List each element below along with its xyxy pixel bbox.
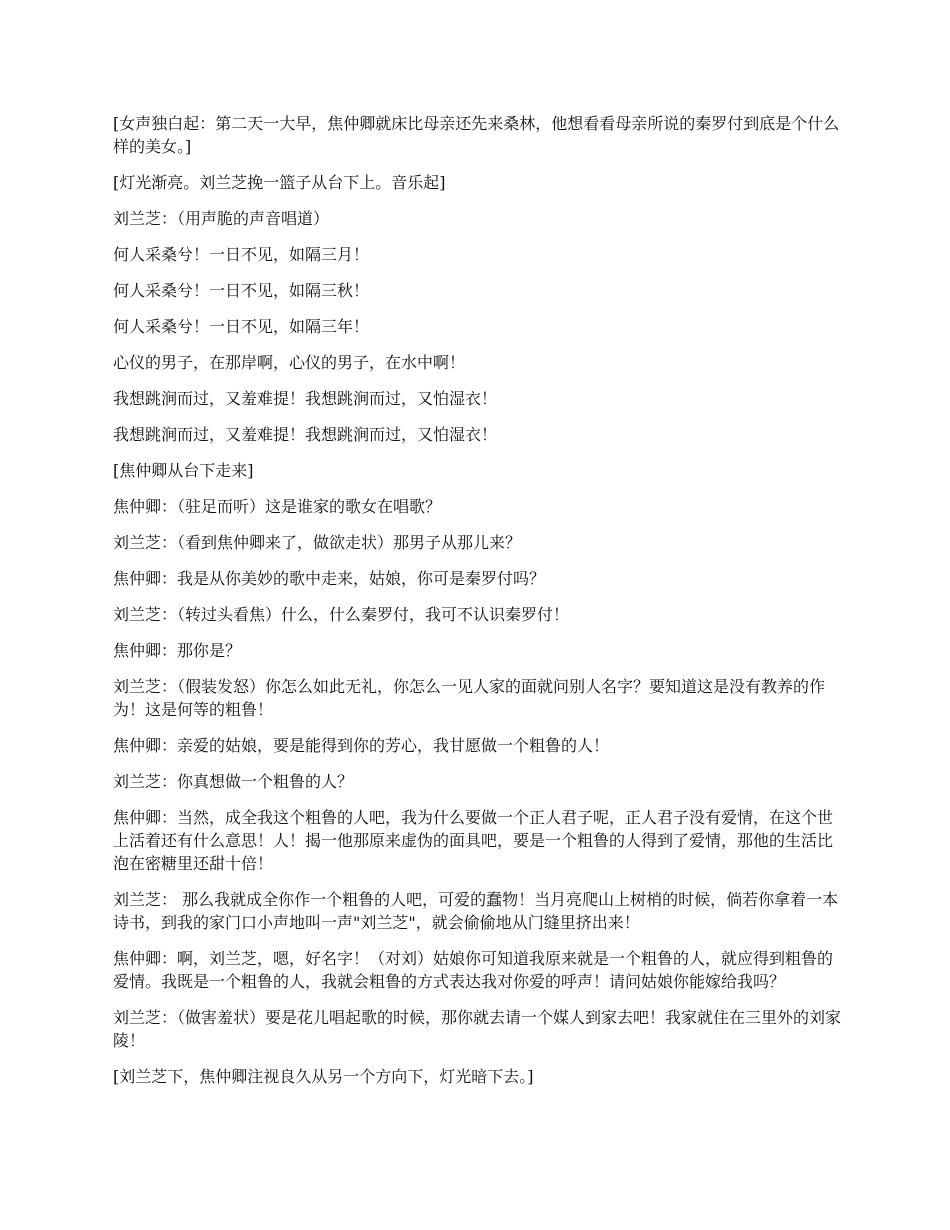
dialogue-line: 刘兰芝：（用声脆的声音唱道） xyxy=(113,209,330,228)
stage-direction-entrance: [焦仲卿从台下走来] xyxy=(113,461,254,480)
document-page xyxy=(113,112,841,1101)
dialogue-line: 焦仲卿：我是从你美妙的歌中走来，姑娘，你可是秦罗付吗？ xyxy=(113,569,546,588)
stage-direction-narration: [女声独白起：第二天一大早，焦仲卿就床比母亲还先来桑林，他想看看母亲所说的秦罗付到底是个什么样的美女。] xyxy=(113,114,840,156)
stage-direction-exit: [刘兰芝下，焦仲卿注视良久从另一个方向下，灯光暗下去。] xyxy=(113,1067,534,1086)
dialogue-line: 刘兰芝：（转过头看焦）什么，什么秦罗付，我可不认识秦罗付！ xyxy=(113,605,570,624)
song-line: 何人采桑兮！一日不见，如隔三秋！ xyxy=(113,281,370,300)
song-line: 心仪的男子，在那岸啊，心仪的男子，在水中啊！ xyxy=(113,353,466,372)
dialogue-line: 刘兰芝：（看到焦仲卿来了，做欲走状）那男子从那儿来？ xyxy=(113,533,522,552)
dialogue-line: 刘兰芝： 那么我就成全你作一个粗鲁的人吧，可爱的蠢物！当月亮爬山上树梢的时候，倘若你拿着一本诗书，到我的家门口小声地叫一声"刘兰芝"，就会偷偷地从门缝里挤出来！ xyxy=(113,890,839,932)
song-line: 我想跳涧而过，又羞难提！我想跳涧而过，又怕湿衣！ xyxy=(113,389,498,408)
dialogue-line: 焦仲卿：那你是？ xyxy=(113,641,242,660)
song-line: 我想跳涧而过，又羞难提！我想跳涧而过，又怕湿衣！ xyxy=(113,425,498,444)
dialogue-line: 刘兰芝：（做害羞状）要是花儿唱起歌的时候，那你就去请一个媒人到家去吧！我家就住在三里外的刘家陵！ xyxy=(113,1008,842,1050)
song-line: 何人采桑兮！一日不见，如隔三年！ xyxy=(113,317,370,336)
song-line: 何人采桑兮！一日不见，如隔三月！ xyxy=(113,245,370,264)
dialogue-line: 焦仲卿：啊，刘兰芝，嗯，好名字！（对刘）姑娘你可知道我原来就是一个粗鲁的人，就应得到粗鲁的爱情。我既是一个粗鲁的人，我就会粗鲁的方式表达我对你爱的呼声！请问姑娘你能嫁给我吗？ xyxy=(113,949,834,991)
dialogue-line: 焦仲卿：（驻足而听）这是谁家的歌女在唱歌？ xyxy=(113,497,442,516)
dialogue-line: 焦仲卿：当然，成全我这个粗鲁的人吧，我为什么要做一个正人君子呢，正人君子没有爱情，在这个世上活着还有什么意思！人！揭一他那原来虚伪的面具吧，要是一个粗鲁的人得到了爱情，那他的生活比泡在密糖里还甜十倍！ xyxy=(113,808,834,873)
stage-direction-lights-up: [灯光渐亮。刘兰芝挽一篮子从台下上。音乐起] xyxy=(113,173,446,192)
dialogue-line: 刘兰芝：（假装发怒）你怎么如此无礼，你怎么一见人家的面就问别人名字？要知道这是没有教养的作为！这是何等的粗鲁！ xyxy=(113,677,826,719)
dialogue-line: 焦仲卿：亲爱的姑娘，要是能得到你的芳心，我甘愿做一个粗鲁的人！ xyxy=(113,736,610,755)
dialogue-line: 刘兰芝：你真想做一个粗鲁的人？ xyxy=(113,772,354,791)
